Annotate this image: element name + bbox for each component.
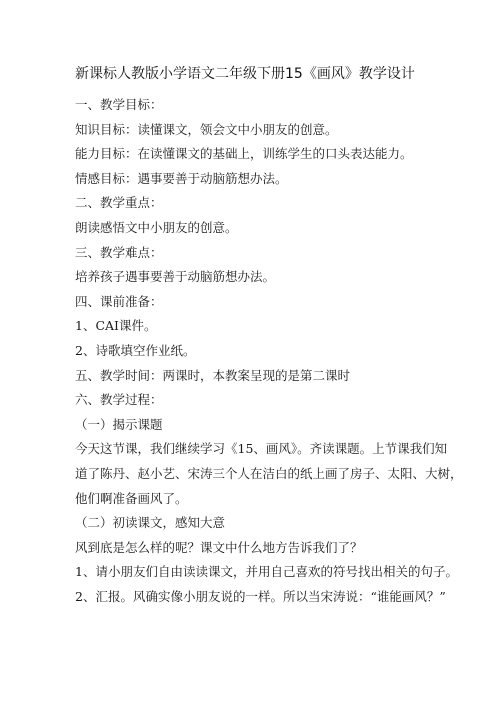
section-heading-difficulties: 三、教学难点： xyxy=(75,244,163,260)
step-item-2: 2、汇报。风确实像小朋友说的一样。所以当宋涛说：“谁能画风？” xyxy=(75,588,446,604)
document-body xyxy=(75,93,463,609)
document-title: 新课标人教版小学语文二年级下册15《画风》教学设计 xyxy=(75,66,415,82)
section-heading-time: 五、教学时间：两课时，本教案呈现的是第二课时 xyxy=(75,367,351,383)
preparation-item-1: 1、CAI课件。 xyxy=(75,318,157,334)
subsection-reveal-topic: （一）揭示课题 xyxy=(75,416,163,432)
knowledge-objective: 知识目标：读懂课文，领会文中小朋友的创意。 xyxy=(75,121,338,137)
ability-objective: 能力目标：在读懂课文的基础上，训练学生的口头表达能力。 xyxy=(75,146,413,162)
paragraph-line: 道了陈丹、赵小艺、宋涛三个人在洁白的纸上画了房子、太阳、大树， xyxy=(75,465,463,481)
step-item-1: 1、请小朋友们自由读读课文，并用自己喜欢的符号找出相关的句子。 xyxy=(75,564,458,580)
paragraph-line: 他们啊准备画风了。 xyxy=(75,490,188,506)
paragraph-line: 今天这节课，我们继续学习《15、画风》。齐读课题。上节课我们知 xyxy=(75,441,448,457)
preparation-item-2: 2、诗歌填空作业纸。 xyxy=(75,342,196,358)
section-heading-process: 六、教学过程： xyxy=(75,392,163,408)
section-heading-key-points: 二、教学重点： xyxy=(75,195,163,211)
subsection-first-reading: （二）初读课文，感知大意 xyxy=(75,515,226,531)
paragraph-line: 风到底是怎么样的呢？课文中什么地方告诉我们了？ xyxy=(75,539,363,555)
difficulty-text: 培养孩子遇事要善于动脑筋想办法。 xyxy=(75,269,276,285)
key-point-text: 朗读感悟文中小朋友的创意。 xyxy=(75,219,238,235)
emotion-objective: 情感目标：遇事要善于动脑筋想办法。 xyxy=(75,170,288,186)
section-heading-preparation: 四、课前准备： xyxy=(75,293,163,309)
section-heading-objectives: 一、教学目标： xyxy=(75,97,163,112)
